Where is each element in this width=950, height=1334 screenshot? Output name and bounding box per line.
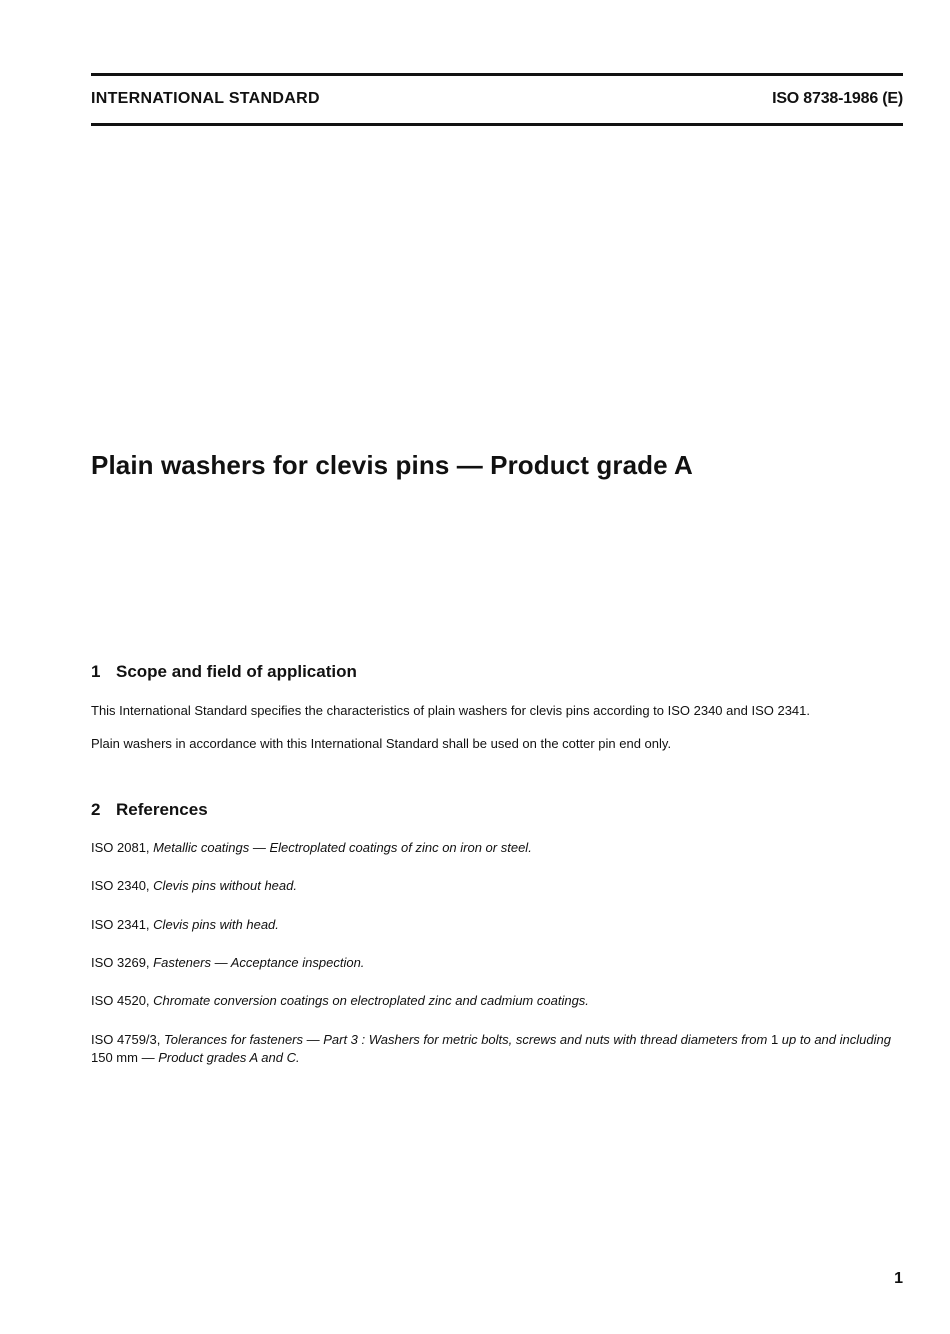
standard-series-label: INTERNATIONAL STANDARD [91,90,320,107]
section-1-number: 1 [91,662,101,681]
reference-code: ISO 4759/3, [91,1032,161,1047]
reference-item [91,839,906,857]
reference-item [91,992,906,1010]
section-2-title: References [116,800,208,819]
reference-item [91,1031,906,1067]
reference-number-from: 1 [770,1032,779,1047]
section-2-number: 2 [91,800,101,819]
reference-code: ISO 2081, [91,840,150,855]
reference-title-part-c: — Product grades A and C. [141,1050,300,1065]
section-2-heading [91,800,208,820]
reference-item [91,877,906,895]
scope-paragraph-2: Plain washers in accordance with this International Standard shall be used on the cotter pin end only. [91,736,672,751]
header-bottom-rule [91,123,903,126]
reference-number-to: 150 mm [91,1050,138,1065]
reference-code: ISO 4520, [91,993,150,1008]
reference-code: ISO 2341, [91,917,150,932]
reference-title: Chromate conversion coatings on electroplated zinc and cadmium coatings. [153,993,589,1008]
document-title: Plain washers for clevis pins — Product grade A [91,450,693,480]
reference-item [91,916,906,934]
reference-title-part-b: up to and including [781,1032,891,1047]
section-1-heading [91,662,357,682]
reference-title: Clevis pins with head. [153,917,279,932]
document-id: ISO 8738-1986 (E) [772,90,903,107]
reference-title: Fasteners — Acceptance inspection. [153,955,365,970]
header-top-rule [91,73,903,76]
reference-title-part-a: Tolerances for fasteners — Part 3 : Washers for metric bolts, screws and nuts with thread diameters from [164,1032,768,1047]
reference-code: ISO 2340, [91,878,150,893]
reference-title: Metallic coatings — Electroplated coatings of zinc on iron or steel. [153,840,532,855]
reference-code: ISO 3269, [91,955,150,970]
page-number: 1 [894,1270,903,1287]
reference-item [91,954,906,972]
scope-paragraph-1: This International Standard specifies the characteristics of plain washers for clevis pins according to ISO 2340 and ISO 2341. [91,703,810,718]
section-1-title: Scope and field of application [116,662,357,681]
reference-title: Clevis pins without head. [153,878,297,893]
